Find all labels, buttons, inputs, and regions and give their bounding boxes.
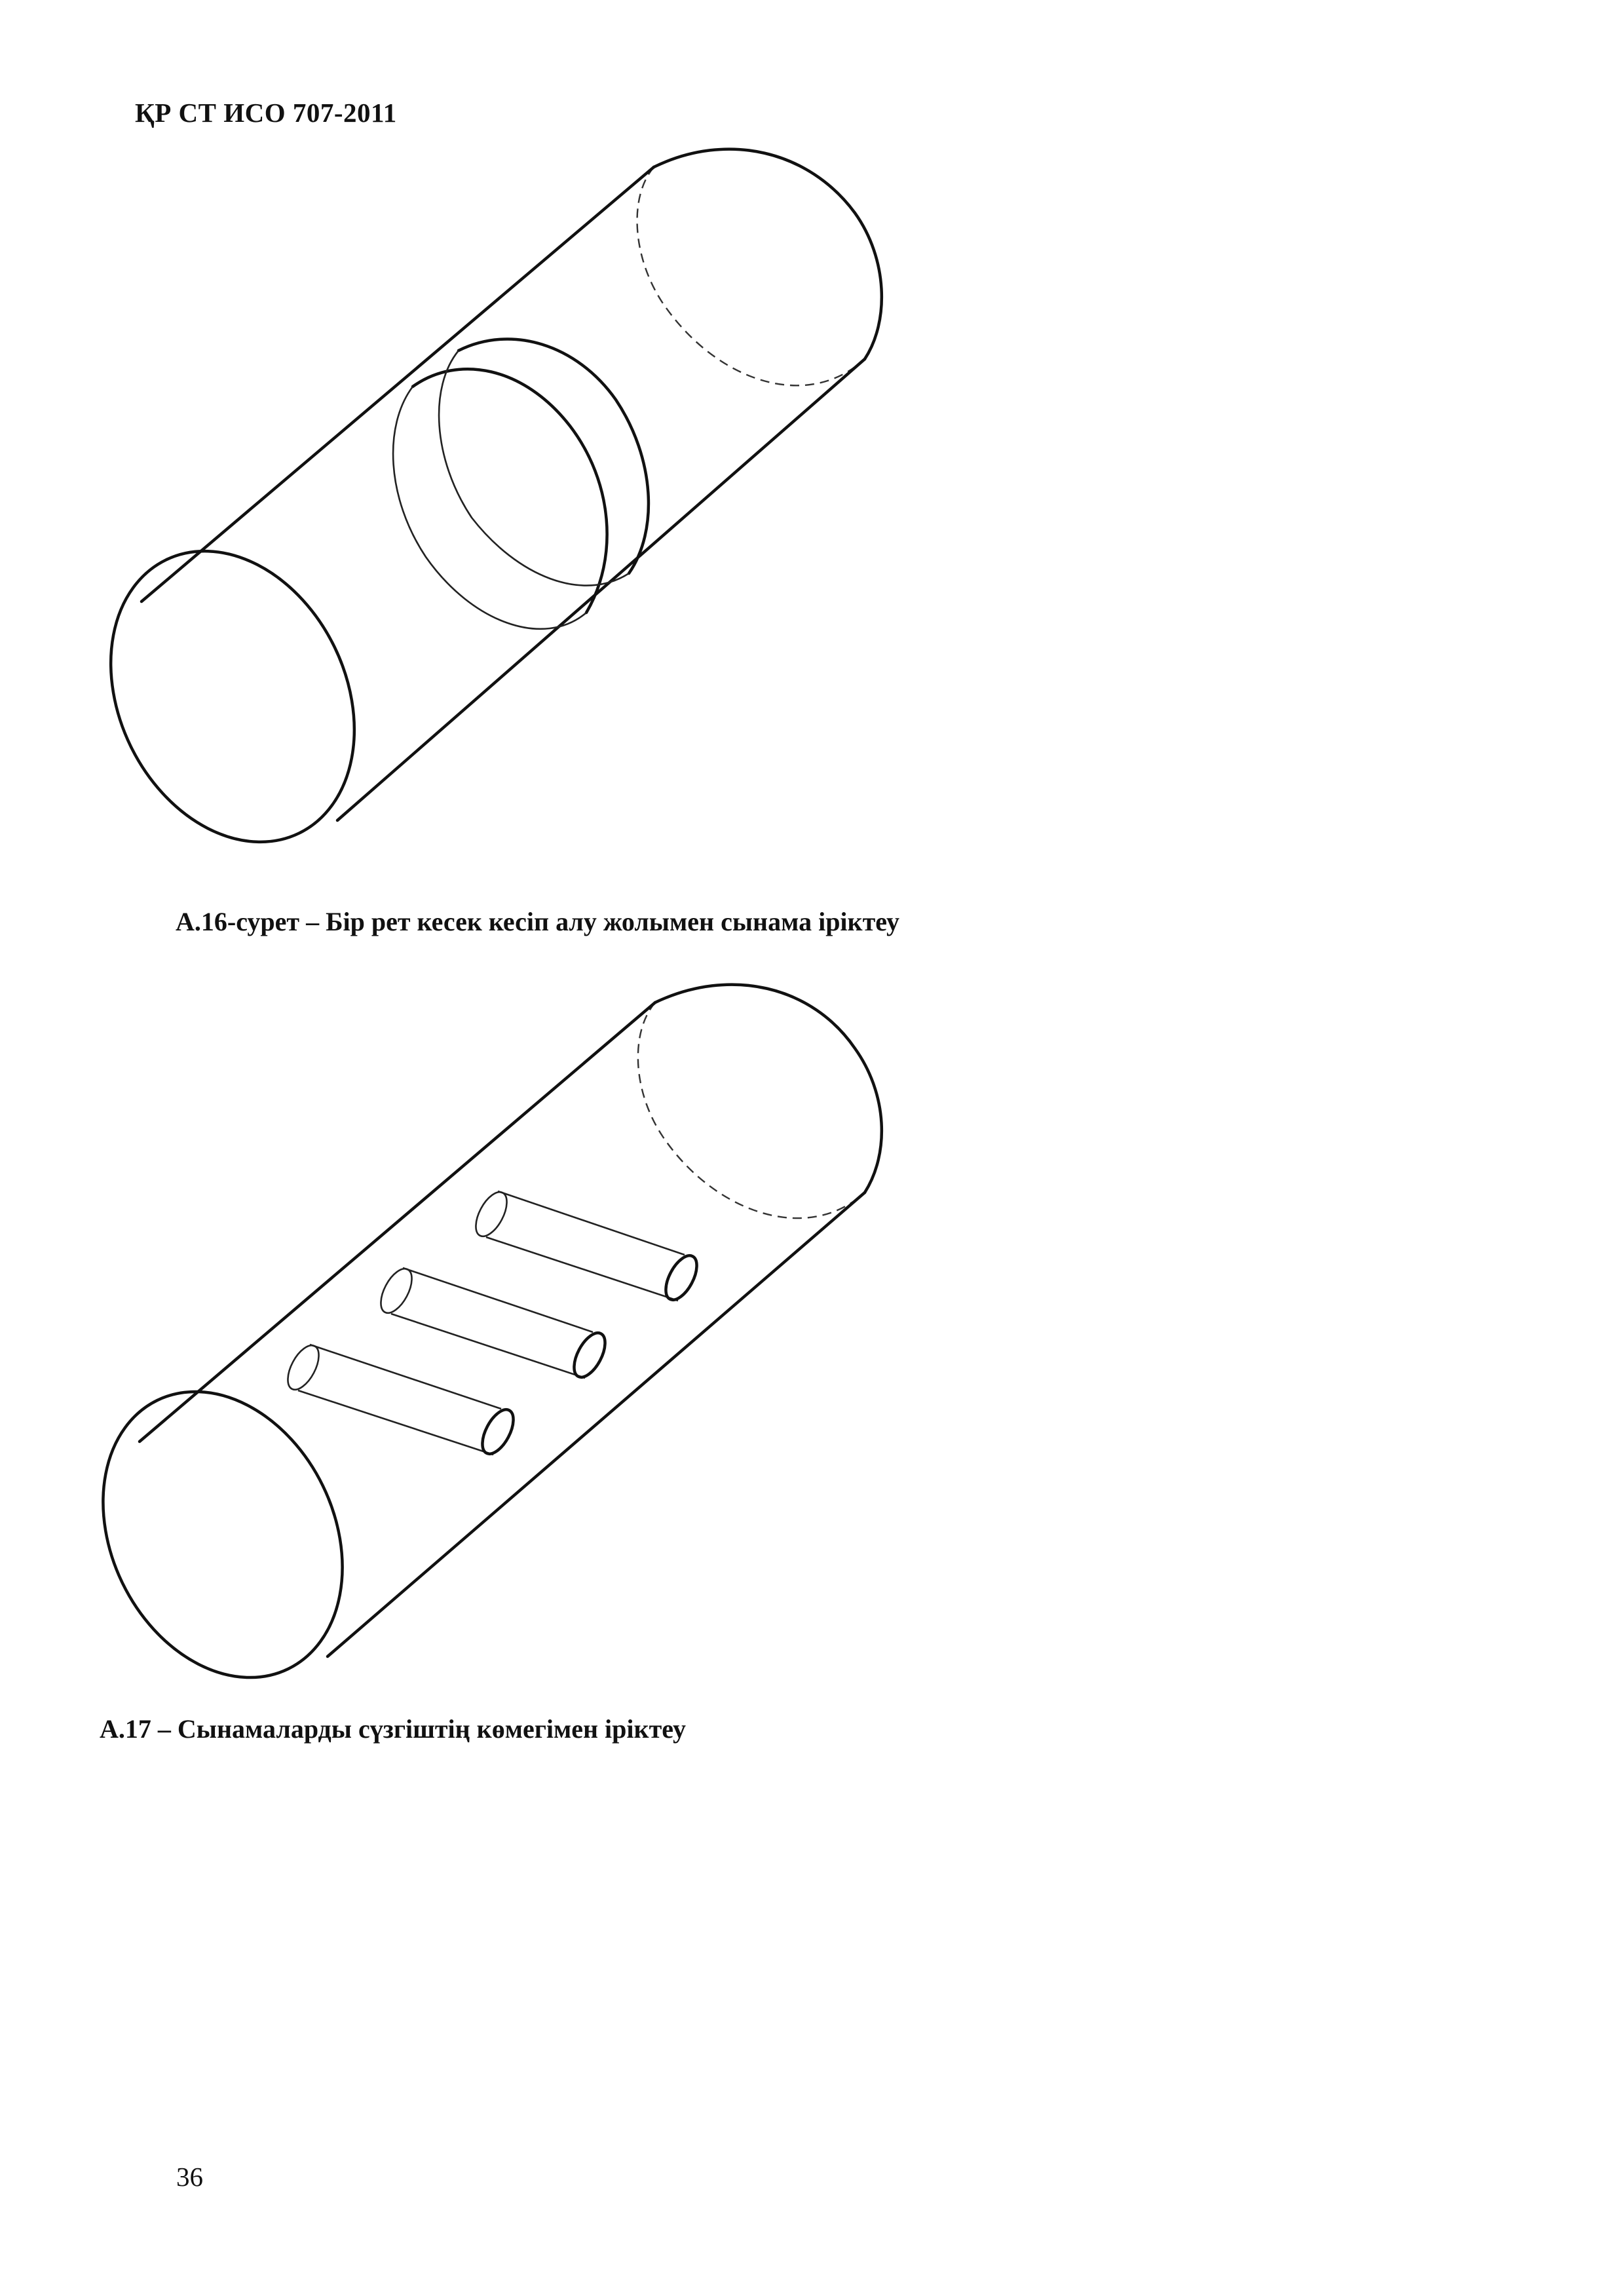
far-end-hidden-arc [637, 167, 865, 385]
cylinder-bottom-edge [328, 1193, 865, 1656]
figure-caption-a17: А.17 – Сынамаларды сүзгіштің көмегімен іріктеу [100, 1714, 686, 1744]
core-sample-3 [282, 1341, 520, 1459]
core-sample-2 [375, 1264, 612, 1382]
core-sample-1 [470, 1187, 704, 1305]
figure-a16-cylinder-slice [0, 131, 1624, 885]
slice-back-visible [459, 339, 649, 573]
document-code: ҚР СТ ИСО 707-2011 [135, 98, 397, 128]
figure-caption-a16: А.16-сурет – Бір рет кесек кесіп алу жолымен сынама іріктеу [176, 907, 899, 936]
near-end-ellipse [57, 1352, 388, 1718]
far-end-visible-arc [655, 985, 882, 1193]
figure-a17-cylinder-cores [0, 963, 1624, 1710]
page-number: 36 [176, 2162, 203, 2192]
slice-front-hidden [393, 387, 586, 629]
far-end-visible-arc [654, 149, 882, 359]
far-end-hidden-arc [638, 1003, 865, 1218]
cylinder-top-edge [142, 167, 654, 602]
slice-back-hidden [439, 351, 629, 586]
near-end-ellipse [64, 510, 401, 883]
cylinder-bottom-edge [337, 359, 865, 820]
